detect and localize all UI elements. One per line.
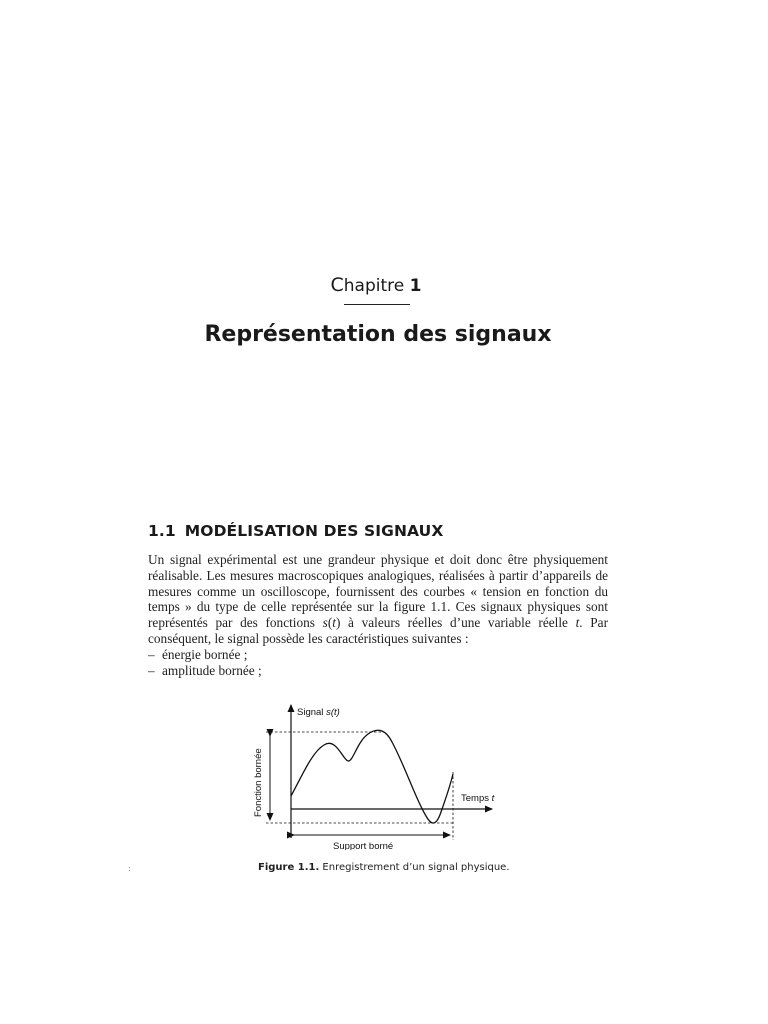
paragraph-part: Un signal expérimental est une grandeur physique et doit donc être physiquement réalisable. Les mesures macroscopiques analogiques, réalisées à partir d’appareils de mesures comme un oscilloscope, fournissent des courbes « tension en fonction du temps » du type de celle représentée sur la figure 1.1. Ces signaux physiques sont représentés par des fonctions bbox=[148, 552, 608, 631]
figure-diagram bbox=[250, 700, 500, 850]
chapter-title: Représentation des signaux bbox=[204, 322, 552, 347]
section-title: MODÉLISATION DES SIGNAUX bbox=[184, 522, 444, 540]
x-axis-label: Temps t bbox=[461, 793, 495, 804]
list-bullet: – bbox=[148, 646, 155, 662]
caption-text: Enregistrement d’un signal physique. bbox=[319, 862, 510, 873]
section-number: 1.1 bbox=[148, 522, 176, 540]
paragraph-var-s: s bbox=[322, 615, 328, 631]
paragraph-var-t: t bbox=[575, 615, 580, 631]
paragraph-part: . Par conséquent, le signal possède les caractéristiques suivantes : bbox=[148, 615, 609, 646]
chapter-label bbox=[0, 274, 752, 296]
margin-mark: : bbox=[128, 864, 131, 873]
body-paragraph bbox=[148, 552, 608, 647]
characteristics-list bbox=[148, 647, 608, 679]
paragraph-part: ) à valeurs réelles d’une variable réelle bbox=[335, 615, 576, 631]
chapter-number: 1 bbox=[409, 276, 422, 296]
figure-caption bbox=[258, 862, 510, 873]
list-bullet: – bbox=[148, 662, 155, 678]
chapter-label-initial: C bbox=[330, 274, 344, 296]
caption-label: Figure 1.1. bbox=[258, 862, 320, 873]
list-item bbox=[148, 663, 608, 679]
paragraph-part: ( bbox=[327, 615, 333, 631]
chapter-rule bbox=[344, 304, 410, 305]
y-axis-label: Signal s(t) bbox=[297, 707, 340, 718]
list-item-text: amplitude bornée ; bbox=[162, 662, 262, 678]
figure-signal bbox=[250, 700, 500, 850]
list-item bbox=[148, 647, 608, 663]
section-heading bbox=[148, 522, 443, 540]
paragraph-var-t: t bbox=[332, 615, 336, 631]
amplitude-span-label: Fonction bornée bbox=[253, 748, 264, 817]
body-text bbox=[148, 552, 608, 678]
chapter-label-rest: hapitre bbox=[343, 276, 405, 296]
support-span-label: Support borné bbox=[333, 841, 394, 850]
list-item-text: énergie bornée ; bbox=[162, 646, 248, 662]
